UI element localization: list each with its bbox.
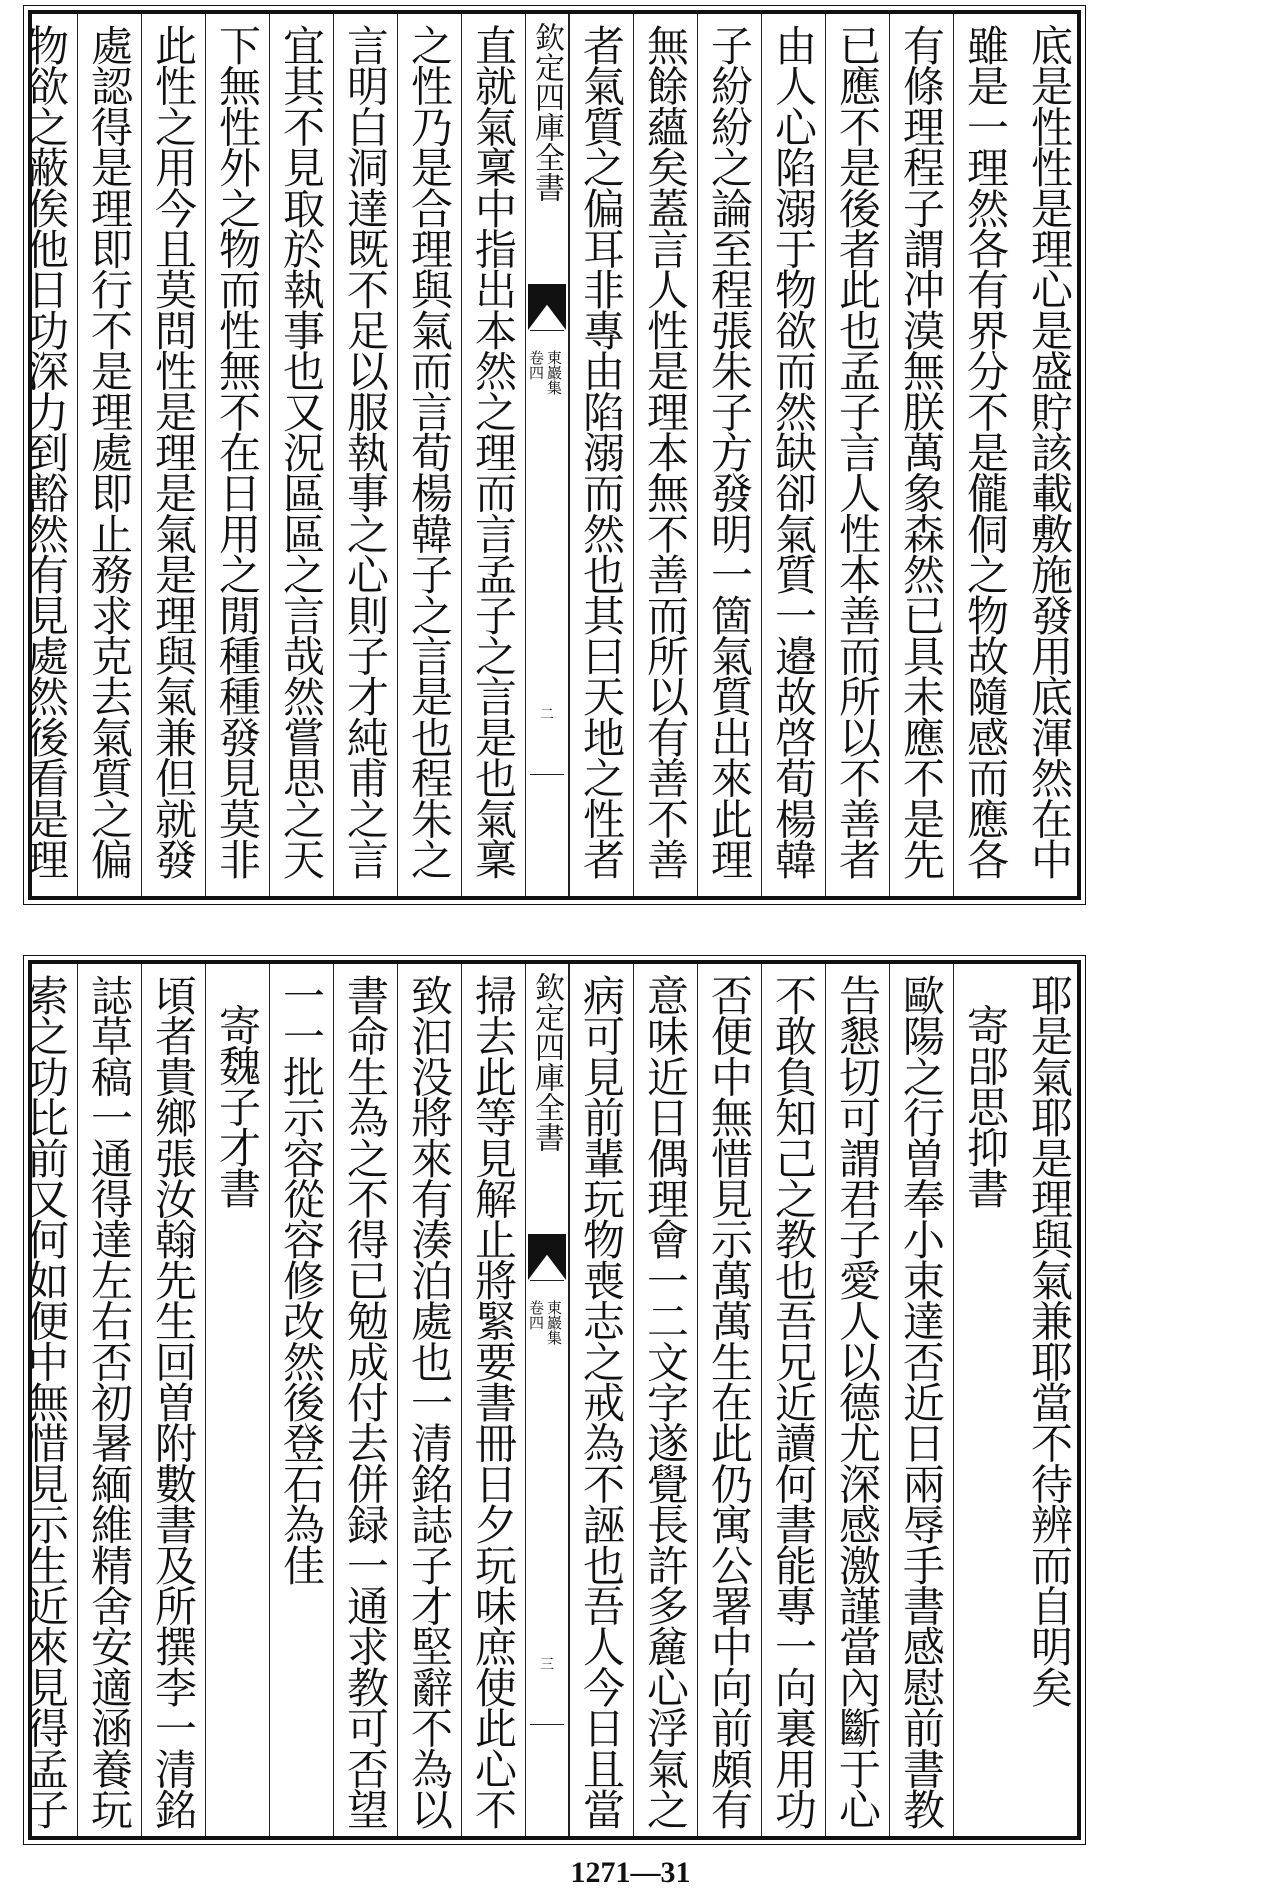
text-column — [13, 964, 77, 1836]
letter-heading — [953, 964, 1017, 1836]
column-text: 之性乃是合理與氣而言荀楊韓子之言是也程朱之 — [405, 24, 454, 879]
margin-book-title: 東巖集 — [545, 350, 563, 395]
column-text: 耶是氣耶是理與氣兼耶當不待辨而自明矣 — [1025, 974, 1074, 1707]
center-margin — [525, 14, 569, 896]
top-page — [21, 10, 1081, 900]
text-column — [889, 14, 953, 896]
column-text: 此性之用今且莫問性是理是氣是理與氣兼但就發 — [149, 24, 198, 879]
text-column — [953, 14, 1017, 896]
margin-divider — [530, 1724, 564, 1725]
text-column — [825, 964, 889, 1836]
text-column — [269, 14, 333, 896]
margin-title: 欽定四庫全書 — [529, 972, 564, 1152]
text-column — [569, 14, 633, 896]
column-text: 有條理程子謂冲漠無朕萬象森然已具未應不是先 — [897, 24, 946, 879]
column-text: 宜其不見取於執事也又況區區之言哉然嘗思之天 — [277, 24, 326, 879]
text-column — [461, 14, 525, 896]
text-column — [141, 14, 205, 896]
text-column — [569, 964, 633, 1836]
column-text: 否便中無惜見示萬萬生在此仍寓公署中向前頗有 — [705, 974, 754, 1829]
bottom-page — [21, 960, 1081, 1840]
letter-heading — [205, 964, 269, 1836]
column-text: 一一批示容從容修改然後登石為佳 — [277, 974, 326, 1585]
column-text: 索之功比前又何如便中無惜見示生近來見得孟子 — [21, 974, 70, 1829]
column-text: 直就氣稟中指出本然之理而言孟子之言是也氣稟 — [469, 24, 518, 879]
column-text: 已應不是後者此也孟子言人性本善而所以不善者 — [833, 24, 882, 879]
column-text: 處認得是理即行不是理處即止務求克去氣質之偏 — [85, 24, 134, 879]
page-footer-number: 1271—31 — [570, 1856, 691, 1889]
column-text: 掃去此等見解止將緊要書冊日夕玩味庶使此心不 — [469, 974, 518, 1829]
fishtail-mark — [528, 1234, 566, 1280]
column-text: 由人心陷溺于物欲而然缺卻氣質一邉故啓荀楊韓 — [769, 24, 818, 879]
text-column — [697, 14, 761, 896]
column-text: 書命生為之不得已勉成付去併録一通求教可否望 — [341, 974, 390, 1829]
text-column — [77, 964, 141, 1836]
column-text: 言明白洞達既不足以服執事之心則子才純甫之言 — [341, 24, 390, 879]
text-column — [1017, 14, 1081, 896]
text-column — [397, 964, 461, 1836]
column-text: 致汩没將來有湊泊處也一清銘誌子才堅辭不為以 — [405, 974, 454, 1829]
margin-divider — [530, 1280, 564, 1281]
text-column — [761, 964, 825, 1836]
text-column — [761, 14, 825, 896]
column-text: 誌草稿一通得達左右否初暑緬維精舍安適涵養玩 — [85, 974, 134, 1829]
margin-book-title: 東巖集 — [545, 1300, 563, 1345]
column-text: 下無性外之物而性無不在日用之閒種種發見莫非 — [213, 24, 262, 879]
fishtail-mark — [528, 284, 566, 330]
text-column — [697, 964, 761, 1836]
text-column — [1017, 964, 1081, 1836]
text-column — [633, 964, 697, 1836]
column-text: 子紛紛之論至程張朱子方發明一箇氣質出來此理 — [705, 24, 754, 879]
text-column — [77, 14, 141, 896]
column-text: 告懇切可謂君子愛人以德尤深感激謹當內斷于心 — [833, 974, 882, 1829]
column-text: 歐陽之行曽奉小束達否近日兩辱手書感慰前書教 — [897, 974, 946, 1829]
column-text: 無餘蘊矣蓋言人性是理本無不善而所以有善不善 — [641, 24, 690, 879]
margin-volume: 卷四 — [527, 1300, 545, 1330]
margin-page-number: 二 — [540, 707, 554, 723]
text-column — [333, 14, 397, 896]
text-column — [889, 964, 953, 1836]
text-column — [633, 14, 697, 896]
text-column — [825, 14, 889, 896]
column-text: 寄郘思抑書 — [961, 1004, 1010, 1208]
text-column — [333, 964, 397, 1836]
text-column — [269, 964, 333, 1836]
margin-volume: 卷四 — [527, 350, 545, 380]
column-text: 底是性性是理心是盛貯該載敷施發用底渾然在中 — [1025, 24, 1074, 879]
text-column — [397, 14, 461, 896]
column-text: 病可見前輩玩物喪志之戒為不誣也吾人今日且當 — [577, 974, 626, 1829]
margin-divider — [530, 330, 564, 331]
column-text: 物欲之蔽俟他日功深力到豁然有見處然後看是理 — [21, 24, 70, 879]
center-margin — [525, 964, 569, 1836]
text-column — [141, 964, 205, 1836]
column-text: 者氣質之偏耳非專由陷溺而然也其曰天地之性者 — [577, 24, 626, 879]
column-text: 雖是一理然各有界分不是儱侗之物故隨感而應各 — [961, 24, 1010, 879]
column-text: 不敢負知己之教也吾兄近讀何書能專一向裏用功 — [769, 974, 818, 1829]
column-text: 意味近日偶理會一二文字遂覺長許多麄心浮氣之 — [641, 974, 690, 1829]
margin-page-number: 三 — [540, 1657, 554, 1673]
text-column — [461, 964, 525, 1836]
text-column — [13, 14, 77, 896]
text-column — [205, 14, 269, 896]
margin-divider — [530, 774, 564, 775]
column-text: 頃者貴鄉張汝翰先生回曽附數書及所撰李一清銘 — [149, 974, 198, 1829]
column-text: 寄魏子才書 — [213, 1004, 262, 1208]
margin-title: 欽定四庫全書 — [529, 22, 564, 202]
